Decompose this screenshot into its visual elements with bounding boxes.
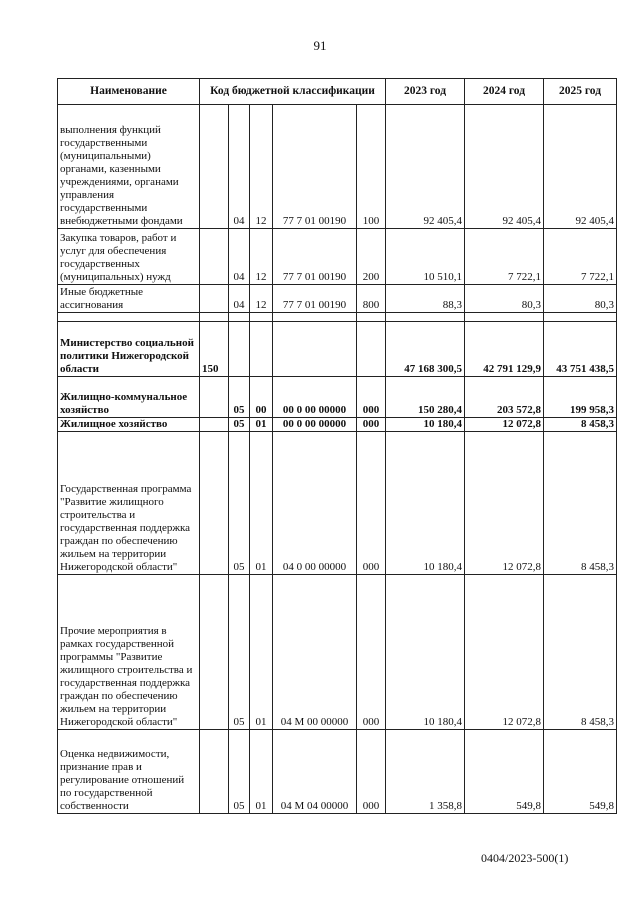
table-row	[58, 285, 617, 313]
row-name: выполнения функций государственными (муниципальными) органами, казенными учреждениями, органами управления государственными внебюджетными фондами	[58, 105, 200, 229]
value-2024: 7 722,1	[465, 229, 544, 285]
document-code: 0404/2023-500(1)	[481, 851, 569, 865]
value-2024: 80,3	[465, 285, 544, 313]
row-name: Жилищное хозяйство	[58, 418, 200, 432]
code-type: 000	[357, 377, 386, 418]
value-2025: 43 751 438,5	[544, 322, 617, 377]
code-type: 000	[357, 730, 386, 814]
header-name: Наименование	[58, 79, 200, 105]
code-target	[273, 322, 357, 377]
header-code: Код бюджетной классификации	[200, 79, 386, 105]
code-section: 05	[229, 418, 250, 432]
value-2023: 10 180,4	[386, 575, 465, 730]
value-2023: 10 180,4	[386, 432, 465, 575]
code-1	[200, 575, 229, 730]
code-target: 04 0 00 00000	[273, 432, 357, 575]
code-section: 04	[229, 285, 250, 313]
code-target: 00 0 00 00000	[273, 377, 357, 418]
code-subsection: 12	[250, 229, 273, 285]
code-target: 04 М 04 00000	[273, 730, 357, 814]
code-section: 04	[229, 105, 250, 229]
code-target: 00 0 00 00000	[273, 418, 357, 432]
value-2023: 10 510,1	[386, 229, 465, 285]
value-2025: 92 405,4	[544, 105, 617, 229]
code-subsection: 01	[250, 432, 273, 575]
code-type: 200	[357, 229, 386, 285]
row-name: Жилищно-коммунальное хозяйство	[58, 377, 200, 418]
table-row	[58, 105, 617, 229]
row-name: Оценка недвижимости, признание прав и регулирование отношений по государственной собственности	[58, 730, 200, 814]
value-2024: 42 791 129,9	[465, 322, 544, 377]
code-type: 000	[357, 432, 386, 575]
value-2024: 12 072,8	[465, 432, 544, 575]
code-1	[200, 418, 229, 432]
table-row	[58, 575, 617, 730]
value-2024: 203 572,8	[465, 377, 544, 418]
code-section: 05	[229, 575, 250, 730]
code-subsection: 01	[250, 575, 273, 730]
code-section	[229, 322, 250, 377]
code-1	[200, 229, 229, 285]
value-2025: 8 458,3	[544, 418, 617, 432]
spacer-row	[58, 313, 617, 322]
header-2025: 2025 год	[544, 79, 617, 105]
code-section: 05	[229, 377, 250, 418]
code-target: 77 7 01 00190	[273, 285, 357, 313]
code-type: 800	[357, 285, 386, 313]
value-2023: 10 180,4	[386, 418, 465, 432]
row-name: Прочие мероприятия в рамках государственной программы "Развитие жилищного строительства и государственная поддержка граждан по обеспечению жильем на территории Нижегородской области"	[58, 575, 200, 730]
value-2024: 549,8	[465, 730, 544, 814]
table-row	[58, 229, 617, 285]
table-row	[58, 418, 617, 432]
code-1	[200, 377, 229, 418]
value-2023: 47 168 300,5	[386, 322, 465, 377]
code-type	[357, 322, 386, 377]
value-2024: 12 072,8	[465, 575, 544, 730]
header-row	[58, 79, 617, 105]
table-row	[58, 432, 617, 575]
row-name: Государственная программа "Развитие жилищного строительства и государственная поддержка граждан по обеспечению жильем на территории Нижегородской области"	[58, 432, 200, 575]
page-number: 91	[313, 38, 327, 53]
value-2025: 8 458,3	[544, 432, 617, 575]
budget-table	[57, 78, 617, 814]
value-2023: 88,3	[386, 285, 465, 313]
code-target: 77 7 01 00190	[273, 105, 357, 229]
code-section: 05	[229, 730, 250, 814]
row-name: Закупка товаров, работ и услуг для обеспечения государственных (муниципальных) нужд	[58, 229, 200, 285]
table-row	[58, 730, 617, 814]
value-2025: 80,3	[544, 285, 617, 313]
code-subsection: 12	[250, 285, 273, 313]
value-2025: 8 458,3	[544, 575, 617, 730]
value-2025: 549,8	[544, 730, 617, 814]
header-2023: 2023 год	[386, 79, 465, 105]
code-type: 000	[357, 418, 386, 432]
value-2025: 199 958,3	[544, 377, 617, 418]
value-2023: 92 405,4	[386, 105, 465, 229]
code-target: 04 М 00 00000	[273, 575, 357, 730]
code-subsection	[250, 322, 273, 377]
code-1	[200, 432, 229, 575]
code-type: 100	[357, 105, 386, 229]
code-subsection: 01	[250, 730, 273, 814]
table-row	[58, 322, 617, 377]
code-section: 05	[229, 432, 250, 575]
value-2023: 1 358,8	[386, 730, 465, 814]
code-subsection: 12	[250, 105, 273, 229]
code-subsection: 00	[250, 377, 273, 418]
row-name: Иные бюджетные ассигнования	[58, 285, 200, 313]
row-name: Министерство социальной политики Нижегородской области	[58, 322, 200, 377]
code-type: 000	[357, 575, 386, 730]
value-2023: 150 280,4	[386, 377, 465, 418]
table-row	[58, 377, 617, 418]
code-1	[200, 285, 229, 313]
code-subsection: 01	[250, 418, 273, 432]
value-2024: 92 405,4	[465, 105, 544, 229]
code-1	[200, 730, 229, 814]
value-2025: 7 722,1	[544, 229, 617, 285]
header-2024: 2024 год	[465, 79, 544, 105]
value-2024: 12 072,8	[465, 418, 544, 432]
code-section: 04	[229, 229, 250, 285]
code-1	[200, 105, 229, 229]
code-1: 150	[200, 322, 229, 377]
code-target: 77 7 01 00190	[273, 229, 357, 285]
